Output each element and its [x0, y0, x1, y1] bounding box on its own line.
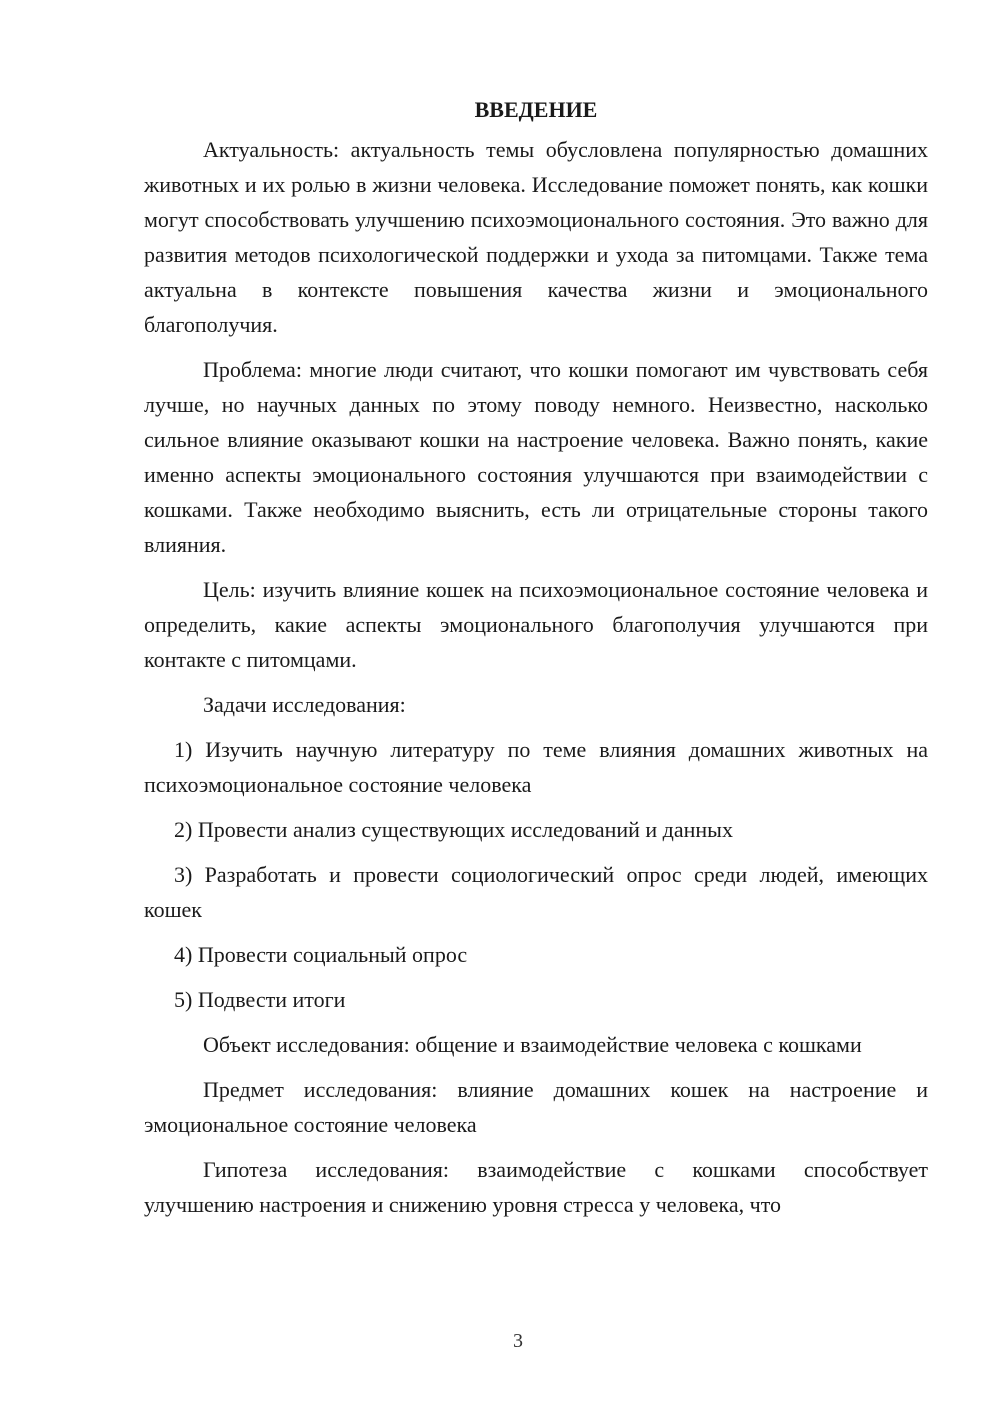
- paragraph-goal: Цель: изучить влияние кошек на психоэмоциональное состояние человека и определить, какие аспекты эмоционального благополучия улучшаются при контакте с питомцами.: [144, 577, 928, 672]
- task-item: 2) Провести анализ существующих исследований и данных: [174, 817, 733, 842]
- task-item: 1) Изучить научную литературу по теме влияния домашних животных на психоэмоциональное состояние человека: [144, 737, 928, 797]
- paragraph-tasks-heading: Задачи исследования:: [203, 692, 406, 717]
- paragraph-hypothesis: Гипотеза исследования: взаимодействие с кошками способствует улучшению настроения и снижению уровня стресса у человека, что: [144, 1157, 928, 1217]
- task-item: 4) Провести социальный опрос: [174, 942, 468, 967]
- page-content: [144, 90, 928, 1232]
- task-item: 3) Разработать и провести социологический опрос среди людей, имеющих кошек: [144, 862, 928, 922]
- section-title: ВВЕДЕНИЕ: [474, 97, 598, 122]
- paragraph-relevance: Актуальность: актуальность темы обусловлена популярностью домашних животных и их ролью в жизни человека. Исследование поможет понять, как кошки могут способствовать улучшению психоэмоционального состояния. Это важно для развития методов психологической поддержки и ухода за питомцами. Также тема актуальна в контексте повышения качества жизни и эмоционального благополучия.: [144, 137, 928, 337]
- page-number: 3: [513, 1330, 523, 1352]
- paragraph-object: Объект исследования: общение и взаимодействие человека с кошками: [203, 1032, 862, 1057]
- paragraph-subject: Предмет исследования: влияние домашних кошек на настроение и эмоциональное состояние человека: [144, 1077, 928, 1137]
- paragraph-problem: Проблема: многие люди считают, что кошки помогают им чувствовать себя лучше, но научных данных по этому поводу немного. Неизвестно, насколько сильное влияние оказывают кошки на настроение человека. Важно понять, какие именно аспекты эмоционального состояния улучшаются при взаимодействии с кошками. Также необходимо выяснить, есть ли отрицательные стороны такого влияния.: [144, 357, 928, 557]
- task-item: 5) Подвести итоги: [174, 987, 346, 1012]
